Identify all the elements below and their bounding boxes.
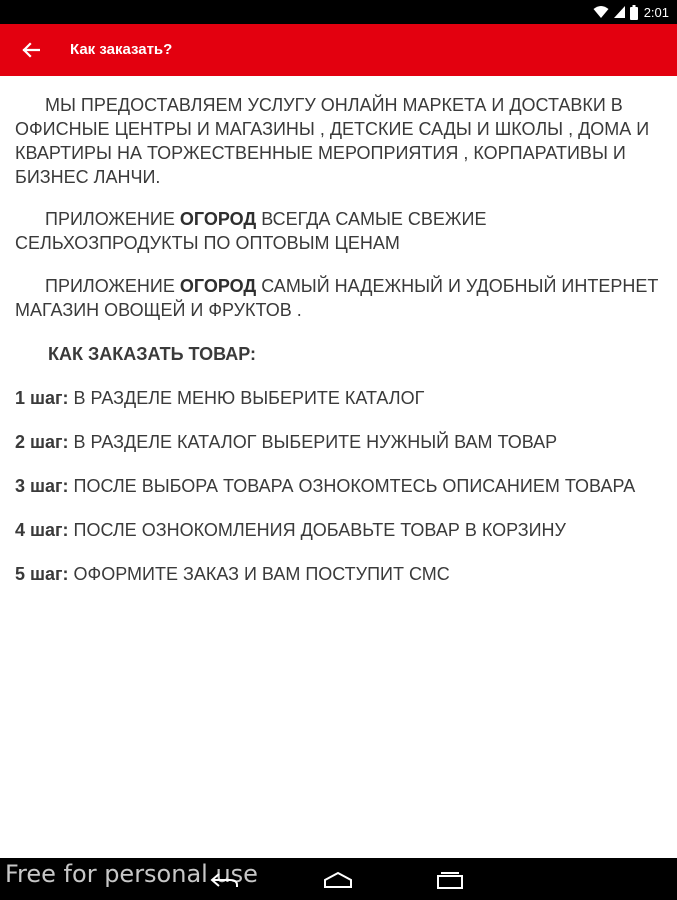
step-text: В РАЗДЕЛЕ КАТАЛОГ ВЫБЕРИТЕ НУЖНЫЙ ВАМ ТОВАР <box>68 432 558 452</box>
nav-back-icon <box>210 871 240 889</box>
paragraph-text: САМЫЙ НАДЕЖНЫЙ И УДОБНЫЙ ИНТЕРНЕТ МАГАЗИН ОВОЩЕЙ И ФРУКТОВ . <box>15 276 659 320</box>
back-button[interactable] <box>14 34 48 66</box>
paragraph-text: ПРИЛОЖЕНИЕ <box>45 209 180 229</box>
arrow-left-icon <box>22 42 40 58</box>
step-label: 3 шаг: <box>15 476 69 496</box>
step-1 <box>15 386 663 410</box>
navigation-bar <box>0 858 677 900</box>
intro-paragraph: МЫ ПРЕДОСТАВЛЯЕМ УСЛУГУ ОНЛАЙН МАРКЕТА И ДОСТАВКИ В ОФИСНЫЕ ЦЕНТРЫ И МАГАЗИНЫ , ДЕТСКИЕ САДЫ И ШКОЛЫ , ДОМА И КВАРТИРЫ НА ТОРЖЕСТВЕННЫЕ МЕРОПРИЯТИЯ , КОРПАРАТИВЫ И БИЗНЕС ЛАНЧИ. <box>15 95 650 187</box>
step-text: ПОСЛЕ ОЗНОКОМЛЕНИЯ ДОБАВЬТЕ ТОВАР В КОРЗИНУ <box>68 520 566 540</box>
nav-home-icon <box>322 870 354 890</box>
step-5 <box>15 562 663 586</box>
nav-home-button[interactable] <box>318 866 358 894</box>
step-label: 2 шаг: <box>15 432 69 452</box>
brand-name: ОГОРОД <box>179 276 257 296</box>
step-label: 5 шаг: <box>15 564 69 584</box>
step-label: 4 шаг: <box>15 520 69 540</box>
brand-paragraph-1 <box>15 207 663 255</box>
paragraph-text: ПРИЛОЖЕНИЕ <box>45 276 180 296</box>
step-2 <box>15 430 663 454</box>
paragraph-text: ВСЕГДА САМЫЕ СВЕЖИЕ СЕЛЬХОЗПРОДУКТЫ ПО ОПТОВЫМ ЦЕНАМ <box>15 209 487 253</box>
step-3 <box>15 474 663 498</box>
step-text: В РАЗДЕЛЕ МЕНЮ ВЫБЕРИТЕ КАТАЛОГ <box>68 388 425 408</box>
nav-recents-button[interactable] <box>430 866 470 894</box>
step-label: 1 шаг: <box>15 388 69 408</box>
brand-paragraph-2 <box>15 274 663 322</box>
watermark: Free for personal use <box>5 860 258 888</box>
status-bar <box>0 0 677 24</box>
app-bar <box>0 24 677 76</box>
step-text: ОФОРМИТЕ ЗАКАЗ И ВАМ ПОСТУПИТ СМС <box>68 564 450 584</box>
how-to-order-title: КАК ЗАКАЗАТЬ ТОВАР: <box>48 344 256 364</box>
wifi-icon <box>593 5 609 19</box>
status-time: 2:01 <box>643 4 669 20</box>
step-text: ПОСЛЕ ВЫБОРА ТОВАРА ОЗНОКОМТЕСЬ ОПИСАНИЕМ ТОВАРА <box>68 476 636 496</box>
nav-recents-icon <box>434 870 466 890</box>
battery-icon <box>630 5 638 20</box>
brand-name: ОГОРОД <box>179 209 257 229</box>
step-4 <box>15 518 663 542</box>
page-title: Как заказать? <box>70 41 173 58</box>
cell-signal-icon <box>613 5 626 19</box>
status-icons <box>593 2 669 22</box>
content <box>0 90 677 586</box>
nav-back-button[interactable] <box>205 866 245 894</box>
